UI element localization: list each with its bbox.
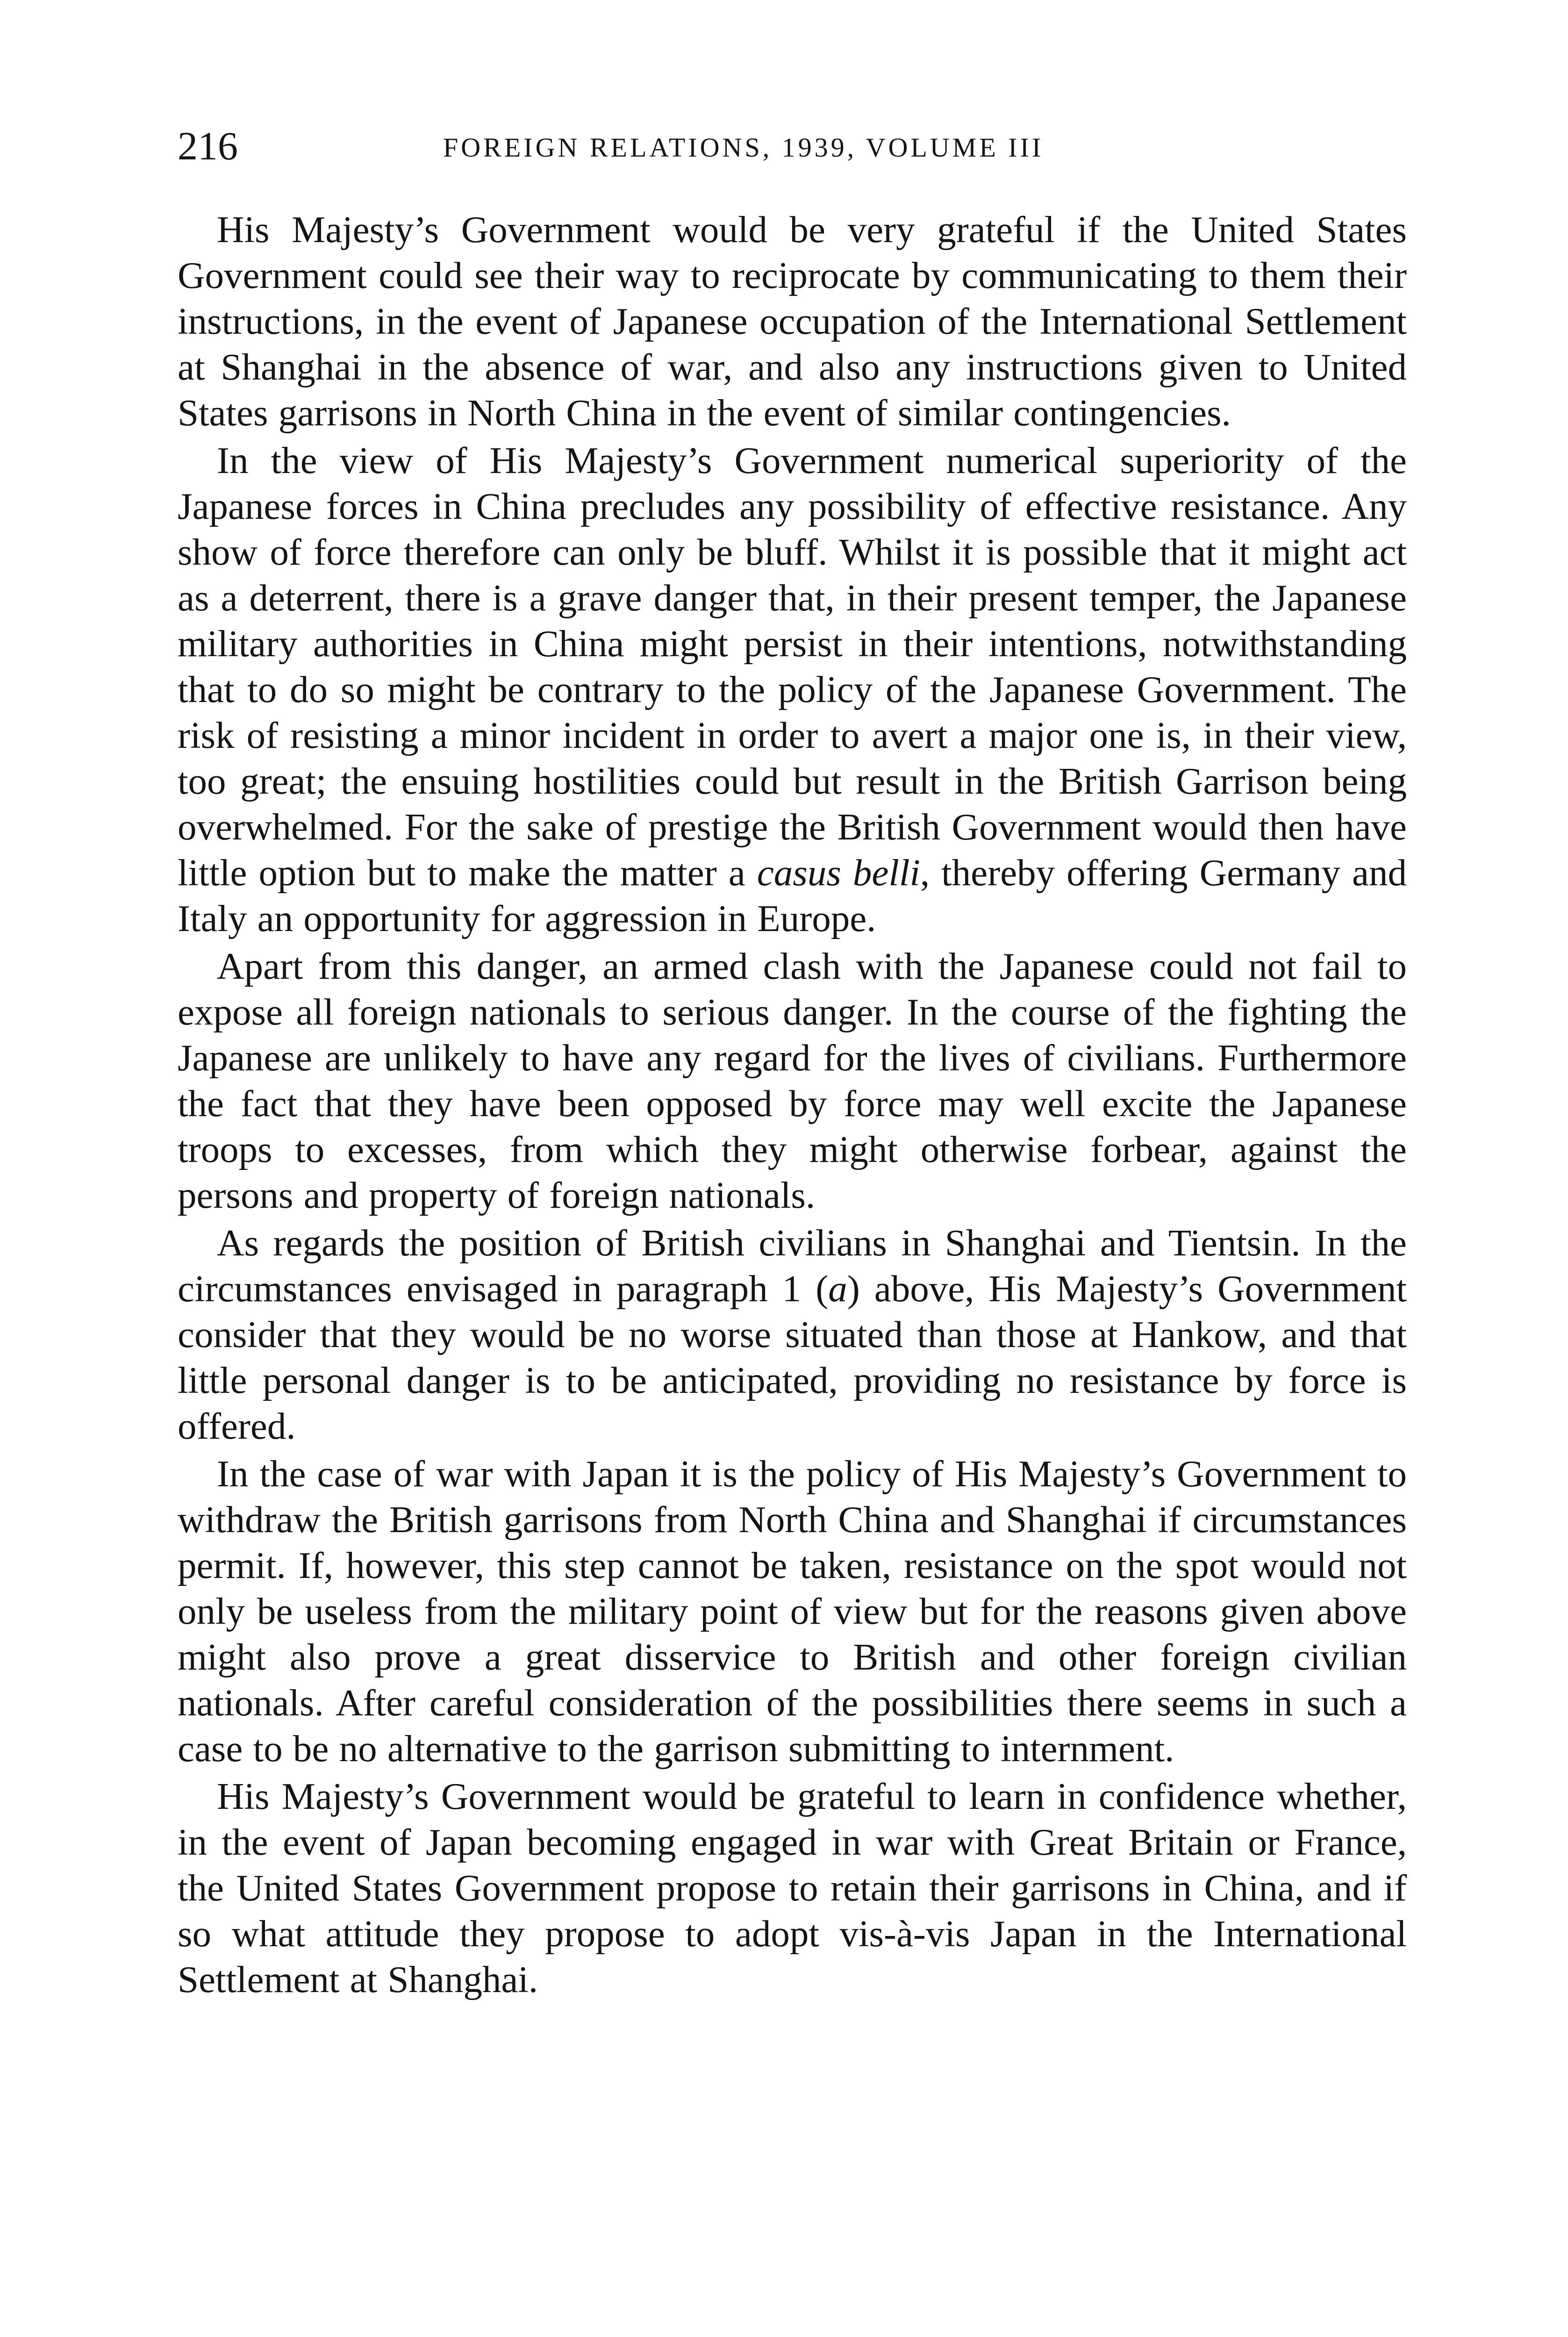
document-page [178, 122, 1407, 2004]
italic-phrase: a [828, 1268, 847, 1310]
paragraph-text: As regards the position of British civilians in Shanghai and Tientsin. In the circumstances envisaged in paragraph 1 ( [178, 1222, 1407, 1310]
body-text [178, 207, 1407, 2002]
paragraph: In the case of war with Japan it is the policy of His Majesty’s Government to withdraw the British garrisons from North China and Shanghai if circumstances permit. If, however, this step cannot be taken, resistance on the spot would not only be useless from the military point of view but for the reasons given above might also prove a great disservice to British and other foreign civilian nationals. After careful consideration of the possibilities there seems in such a case to be no alternative to the garrison submitting to internment. [178, 1453, 1407, 1770]
paragraph-text: In the view of His Majesty’s Government numerical superiority of the Japanese forces in China precludes any possibility of effective resistance. Any show of force therefore can only be bluff. Whilst it is possible that it might act as a deterrent, there is a grave danger that, in their present temper, the Japanese military authorities in China might persist in their intentions, notwithstanding that to do so might be contrary to the policy of the Japanese Government. The risk of resisting a minor incident in order to avert a major one is, in their view, too great; the ensuing hostilities could but result in the British Garrison being overwhelmed. For the sake of prestige the British Government would then have little option but to make the matter a [178, 439, 1407, 894]
paragraph-text: ) above, His Majesty’s Government consider that they would be no worse situated than those at Hankow, and that little personal danger is to be anticipated, providing no resistance by force is offered. [178, 1268, 1407, 1447]
paragraph-text: , thereby offering Germany and Italy an opportunity for aggression in Europe. [178, 852, 1407, 939]
italic-phrase: casus belli [757, 852, 920, 894]
paragraph: His Majesty’s Government would be grateful to learn in confidence whether, in the event of Japan becoming engaged in war with Great Britain or France, the United States Government propose to retain their garrisons in China, and if so what attitude they propose to adopt vis-à-vis Japan in the International Settlement at Shanghai. [178, 1775, 1407, 2000]
page-header [178, 122, 1407, 183]
page-number: 216 [178, 123, 238, 168]
paragraph [178, 437, 1407, 941]
paragraph [178, 1220, 1407, 1449]
running-head: FOREIGN RELATIONS, 1939, VOLUME III [443, 132, 1044, 163]
paragraph: His Majesty’s Government would be very grateful if the United States Government could see their way to reciprocate by communicating to them their instructions, in the event of Japanese occupation of the International Settlement at Shanghai in the absence of war, and also any instructions given to United States garrisons in North China in the event of similar contingencies. [178, 208, 1407, 434]
paragraph: Apart from this danger, an armed clash with the Japanese could not fail to expose all foreign nationals to serious danger. In the course of the fighting the Japanese are unlikely to have any regard for the lives of civilians. Furthermore the fact that they have been opposed by force may well excite the Japanese troops to excesses, from which they might otherwise forbear, against the persons and property of foreign nationals. [178, 945, 1407, 1216]
